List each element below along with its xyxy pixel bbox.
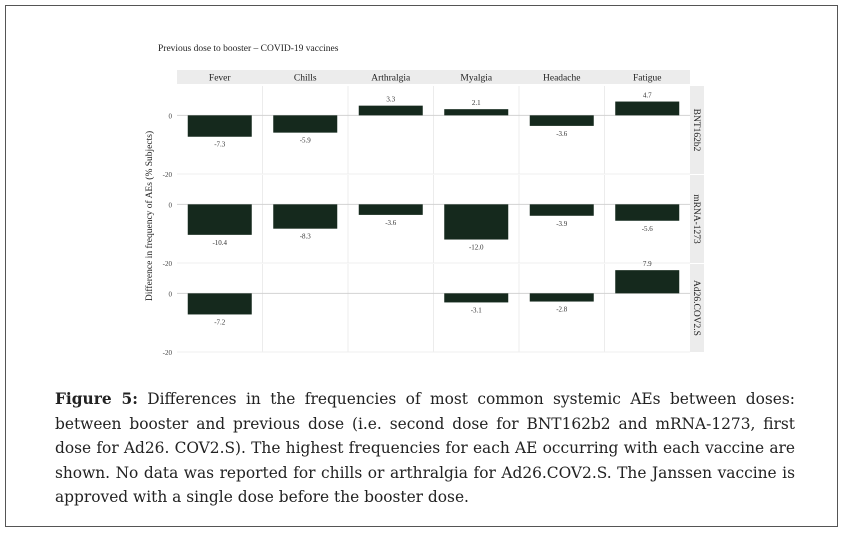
data-label: -3.9	[556, 219, 568, 228]
category-label-fatigue: Fatigue	[633, 73, 662, 84]
y-tick-label-0: 0	[168, 112, 172, 121]
data-label: -3.6	[385, 218, 397, 227]
category-label-fever: Fever	[208, 73, 231, 84]
facet-label-bnt162b2: BNT162b2	[691, 108, 701, 152]
facet-label-mrna-1273: mRNA-1273	[691, 194, 701, 244]
data-label: -2.8	[556, 305, 568, 314]
data-label: 2.1	[471, 99, 481, 108]
bar-ad26-cov2-s-myalgia	[444, 293, 508, 302]
category-label-headache: Headache	[543, 73, 581, 84]
bar-ad26-cov2-s-fever	[188, 293, 252, 314]
bar-ad26-cov2-s-headache	[530, 293, 594, 301]
bar-bnt162b2-fever	[188, 115, 252, 136]
category-label-arthralgia: Arthralgia	[371, 73, 411, 84]
facet-label-ad26-cov2-s: Ad26.COV2.S	[691, 280, 701, 336]
y-tick-label-0: 0	[168, 290, 172, 299]
data-label: -7.3	[214, 140, 226, 149]
category-label-chills: Chills	[293, 73, 317, 84]
bar-mrna-1273-headache	[530, 204, 594, 215]
data-label: -12.0	[468, 243, 484, 252]
bar-mrna-1273-fatigue	[615, 204, 679, 220]
y-tick-label-minus20: -20	[162, 349, 172, 357]
figure-caption	[55, 387, 795, 510]
data-label: 3.3	[386, 95, 396, 104]
y-axis-label: Difference in frequency of AEs (% Subjects)	[145, 130, 155, 302]
caption-text: Differences in the frequencies of most common systemic AEs between doses: between booster and previous dose (i.e. second dose for BNT162b2 and mRNA-1273, first dose for Ad26. COV2.S). The highest frequencies for each AE occurring with each vaccine are shown. No data was reported for chills or arthralgia for Ad26.COV2.S. The Janssen vaccine is approved with a single dose before the booster dose.	[55, 390, 795, 506]
bar-bnt162b2-headache	[530, 115, 594, 126]
data-label: -5.9	[299, 136, 311, 145]
bar-mrna-1273-myalgia	[444, 204, 508, 239]
chart-title: Previous dose to booster – COVID-19 vaccines	[158, 44, 339, 54]
y-tick-label-minus20: -20	[162, 171, 172, 179]
data-label: -8.3	[299, 232, 311, 241]
bar-ad26-cov2-s-fatigue	[615, 270, 679, 293]
y-tick-label-0: 0	[168, 201, 172, 210]
bar-mrna-1273-chills	[273, 204, 337, 228]
bar-bnt162b2-chills	[273, 115, 337, 132]
bar-mrna-1273-arthralgia	[359, 204, 423, 215]
y-tick-label-minus20: -20	[162, 260, 172, 268]
data-label: -3.1	[470, 306, 482, 315]
bar-bnt162b2-fatigue	[615, 102, 679, 116]
data-label: 7.9	[642, 260, 652, 269]
bar-bnt162b2-arthralgia	[359, 106, 423, 116]
figure-label: Figure 5:	[55, 390, 138, 408]
data-label: -5.6	[641, 224, 653, 233]
data-label: 4.7	[642, 91, 652, 100]
data-label: -10.4	[212, 238, 228, 247]
chart-panels	[163, 70, 704, 357]
data-label: -3.6	[556, 129, 568, 138]
column-header-strip	[177, 70, 690, 84]
data-label: -7.2	[214, 318, 226, 327]
category-label-myalgia: Myalgia	[460, 73, 493, 84]
bar-mrna-1273-fever	[188, 204, 252, 235]
bar-bnt162b2-myalgia	[444, 109, 508, 115]
